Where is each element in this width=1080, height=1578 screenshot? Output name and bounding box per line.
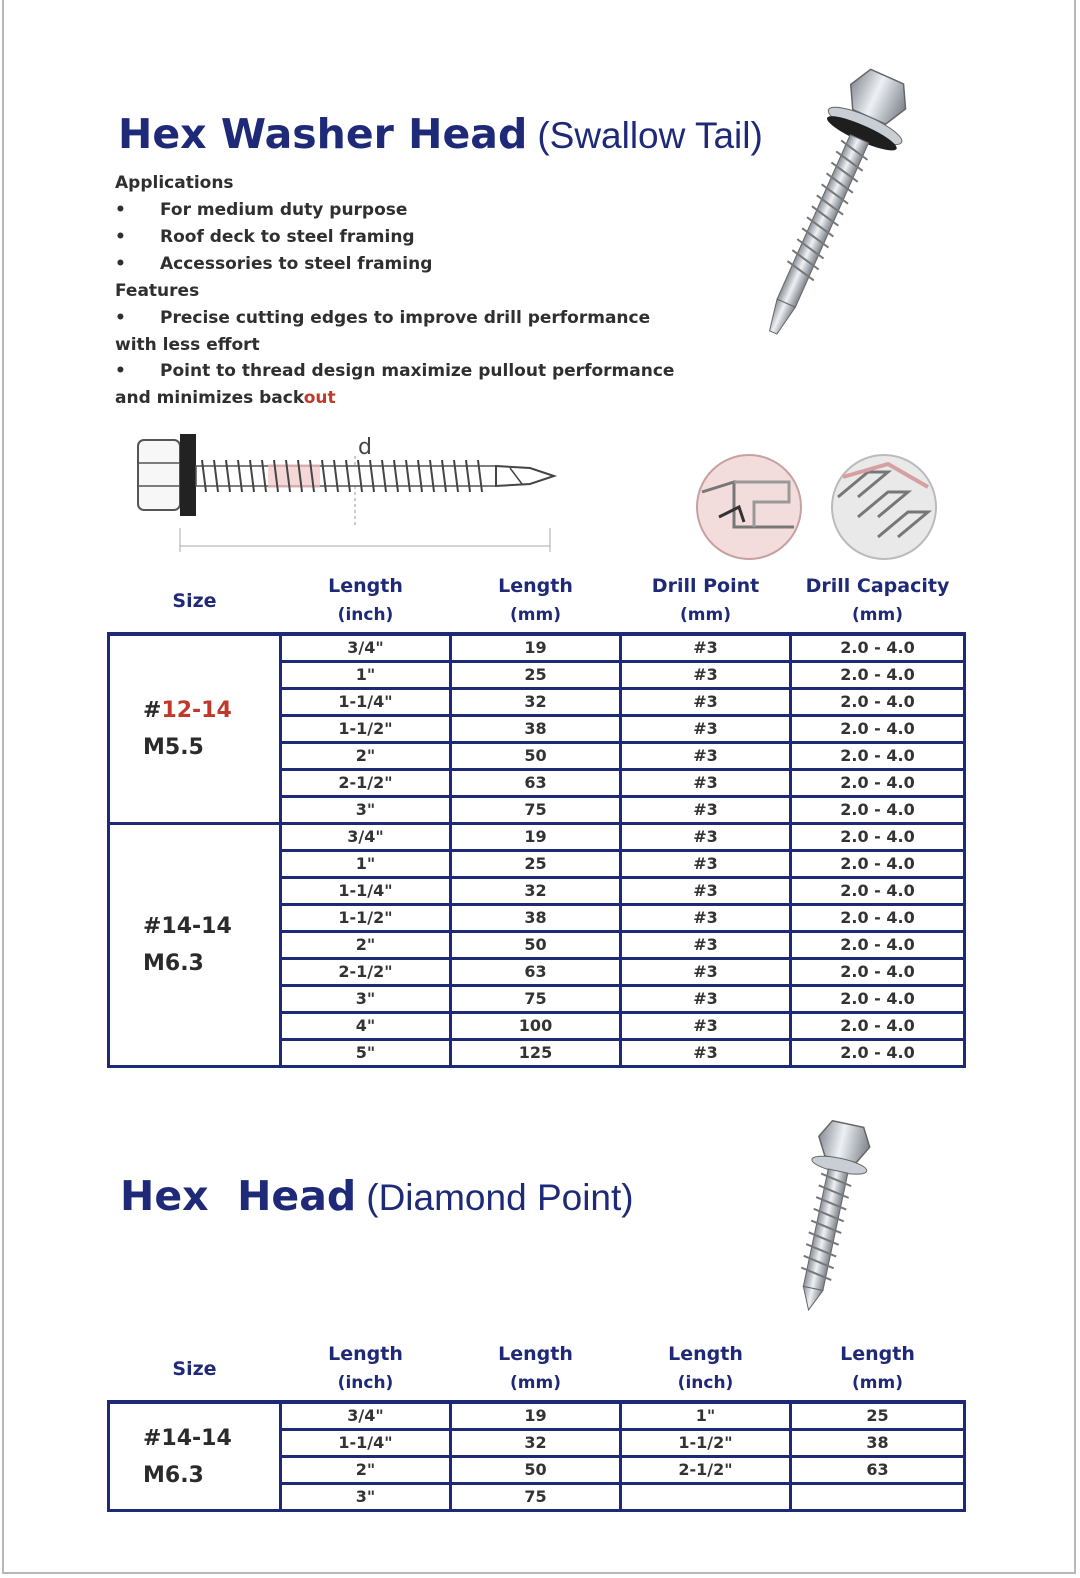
list-item — [115, 358, 674, 411]
table-cell: 25 — [451, 662, 621, 689]
header-unit: (inch) — [337, 1373, 394, 1393]
table-cell: 32 — [451, 1430, 621, 1457]
profile-detail-image-1 — [694, 452, 804, 562]
table-cell: 5" — [281, 1040, 451, 1067]
table-cell: 2.0 - 4.0 — [791, 905, 965, 932]
header-label: Size — [172, 589, 217, 612]
section2-title-main: Hex Head — [120, 1172, 357, 1220]
header-label: Drill Capacity — [805, 575, 950, 597]
size-line — [143, 908, 279, 945]
header-label: Length — [498, 1343, 573, 1365]
table-cell: #3 — [621, 932, 791, 959]
table-cell: 3" — [281, 797, 451, 824]
table-cell: 100 — [451, 1013, 621, 1040]
header-unit: (inch) — [337, 605, 394, 625]
table-cell: 1" — [281, 851, 451, 878]
table-cell: 2.0 - 4.0 — [791, 851, 965, 878]
header-label: Size — [172, 1357, 217, 1380]
table-cell: 3" — [281, 986, 451, 1013]
header-label: Drill Point — [651, 575, 760, 597]
table-cell: #3 — [621, 824, 791, 851]
table-cell: 1" — [621, 1402, 791, 1430]
table-cell: #3 — [621, 716, 791, 743]
applications-heading: Applications — [115, 173, 234, 193]
header-length-mm-2 — [791, 1340, 965, 1402]
size-line — [143, 692, 279, 729]
table-cell: 2.0 - 4.0 — [791, 770, 965, 797]
table-cell: #3 — [621, 905, 791, 932]
table-cell: 32 — [451, 878, 621, 905]
header-label: Length — [498, 575, 573, 597]
table-cell: 2.0 - 4.0 — [791, 689, 965, 716]
table-cell: #3 — [621, 770, 791, 797]
size-cell — [109, 634, 281, 824]
table-cell: 19 — [451, 824, 621, 851]
screw-dimension-diagram — [130, 428, 570, 558]
table-cell: 2.0 - 4.0 — [791, 1013, 965, 1040]
header-drill-capacity — [791, 572, 965, 634]
table-cell: 1-1/4" — [281, 689, 451, 716]
header-label: Length — [328, 575, 403, 597]
table-cell: 2.0 - 4.0 — [791, 932, 965, 959]
table-cell: 38 — [451, 905, 621, 932]
table-cell: 2.0 - 4.0 — [791, 716, 965, 743]
table-cell — [621, 1484, 791, 1511]
table-cell: 2.0 - 4.0 — [791, 959, 965, 986]
size-text: #14-14 — [143, 914, 232, 939]
section1-title — [118, 110, 763, 158]
table-cell: 1-1/2" — [621, 1430, 791, 1457]
list-item: • For medium duty purpose — [115, 197, 674, 224]
size-line: M6.3 — [143, 951, 204, 976]
header-label: Length — [840, 1343, 915, 1365]
feature-line: • Precise cutting edges to improve drill performance — [160, 308, 651, 328]
table-cell: 25 — [791, 1402, 965, 1430]
table-cell: 2.0 - 4.0 — [791, 662, 965, 689]
table-cell: #3 — [621, 662, 791, 689]
washer-head-spec-table — [107, 572, 966, 1068]
header-unit: (inch) — [677, 1373, 734, 1393]
table-cell: 2.0 - 4.0 — [791, 824, 965, 851]
header-label: Length — [668, 1343, 743, 1365]
table-cell: 3" — [281, 1484, 451, 1511]
table-cell: 19 — [451, 1402, 621, 1430]
table-header-row — [109, 1340, 965, 1402]
header-unit: (mm) — [852, 1373, 903, 1393]
feature-line-part: and minimizes back — [115, 388, 304, 408]
header-unit: (mm) — [510, 1373, 561, 1393]
size-text: 12-14 — [161, 698, 232, 723]
table-cell: 63 — [451, 959, 621, 986]
table-cell: 50 — [451, 932, 621, 959]
table-cell: 3/4" — [281, 634, 451, 662]
table-cell: 2.0 - 4.0 — [791, 743, 965, 770]
feature-line-part: out — [303, 388, 336, 408]
header-size — [109, 572, 281, 634]
header-unit: (mm) — [852, 605, 903, 625]
table-row — [109, 824, 965, 851]
table-cell: 2.0 - 4.0 — [791, 986, 965, 1013]
table-cell: 2" — [281, 932, 451, 959]
table-cell: 3/4" — [281, 1402, 451, 1430]
hex-head-screw-image — [795, 1118, 890, 1318]
header-length-inch — [281, 1340, 451, 1402]
size-cell — [109, 1402, 281, 1511]
size-text: # — [143, 698, 162, 723]
table-header-row — [109, 572, 965, 634]
table-cell: 1-1/4" — [281, 1430, 451, 1457]
list-item: • Roof deck to steel framing — [115, 224, 674, 251]
list-item — [115, 305, 674, 358]
features-list — [115, 305, 674, 411]
section1-title-sub: (Swallow Tail) — [537, 115, 763, 156]
table-cell: #3 — [621, 878, 791, 905]
table-cell: #3 — [621, 1013, 791, 1040]
table-cell: #3 — [621, 986, 791, 1013]
table-cell: 38 — [791, 1430, 965, 1457]
feature-line: with less effort — [115, 335, 260, 355]
table-cell: 1-1/2" — [281, 905, 451, 932]
table-cell: #3 — [621, 689, 791, 716]
table-cell: 75 — [451, 797, 621, 824]
table-cell: 2.0 - 4.0 — [791, 634, 965, 662]
table-cell: 2" — [281, 743, 451, 770]
section1-title-main: Hex Washer Head — [118, 110, 528, 158]
table-cell: 38 — [451, 716, 621, 743]
table-cell: #3 — [621, 797, 791, 824]
diagram-label-d: d — [358, 435, 372, 460]
size-line: M6.3 — [143, 1462, 204, 1488]
self-drilling-screw-image — [760, 55, 935, 365]
table-cell: 50 — [451, 743, 621, 770]
features-heading: Features — [115, 281, 200, 301]
table-cell: 63 — [451, 770, 621, 797]
table-cell: 32 — [451, 689, 621, 716]
table-cell: #3 — [621, 634, 791, 662]
table-cell — [791, 1484, 965, 1511]
table-cell: 1" — [281, 662, 451, 689]
table-cell: 2.0 - 4.0 — [791, 1040, 965, 1067]
table-cell: #3 — [621, 959, 791, 986]
header-size — [109, 1340, 281, 1402]
header-label: Length — [328, 1343, 403, 1365]
table-cell: #3 — [621, 743, 791, 770]
table-cell: 2-1/2" — [621, 1457, 791, 1484]
table-cell: 1-1/4" — [281, 878, 451, 905]
description-block — [115, 170, 674, 411]
applications-list — [115, 197, 674, 278]
table-cell: #3 — [621, 851, 791, 878]
table-cell: 19 — [451, 634, 621, 662]
table-cell: #3 — [621, 1040, 791, 1067]
header-length-inch-2 — [621, 1340, 791, 1402]
table-cell: 25 — [451, 851, 621, 878]
table-cell: 75 — [451, 986, 621, 1013]
table-cell: 2-1/2" — [281, 959, 451, 986]
table-cell: 50 — [451, 1457, 621, 1484]
header-drill-point — [621, 572, 791, 634]
hex-head-spec-table — [107, 1340, 966, 1512]
table-row — [109, 634, 965, 662]
table-cell: 2" — [281, 1457, 451, 1484]
size-line: M5.5 — [143, 735, 204, 760]
section2-title-sub: (Diamond Point) — [366, 1177, 634, 1218]
table-cell: 2.0 - 4.0 — [791, 797, 965, 824]
header-unit: (mm) — [680, 605, 731, 625]
table-cell: 125 — [451, 1040, 621, 1067]
header-length-mm — [451, 1340, 621, 1402]
table-cell: 75 — [451, 1484, 621, 1511]
table-cell: 2-1/2" — [281, 770, 451, 797]
section2-title — [120, 1172, 634, 1220]
table-row — [109, 1402, 965, 1430]
feature-line — [115, 385, 674, 411]
header-length-inch — [281, 572, 451, 634]
profile-detail-image-2 — [828, 452, 940, 562]
table-cell: 3/4" — [281, 824, 451, 851]
table-cell: 1-1/2" — [281, 716, 451, 743]
list-item: • Accessories to steel framing — [115, 251, 674, 278]
table-cell: 4" — [281, 1013, 451, 1040]
feature-line: • Point to thread design maximize pullout performance — [160, 361, 675, 381]
size-cell — [109, 824, 281, 1067]
table-cell: 63 — [791, 1457, 965, 1484]
table-cell: 2.0 - 4.0 — [791, 878, 965, 905]
header-length-mm — [451, 572, 621, 634]
header-unit: (mm) — [510, 605, 561, 625]
size-line: #14-14 — [143, 1425, 232, 1451]
